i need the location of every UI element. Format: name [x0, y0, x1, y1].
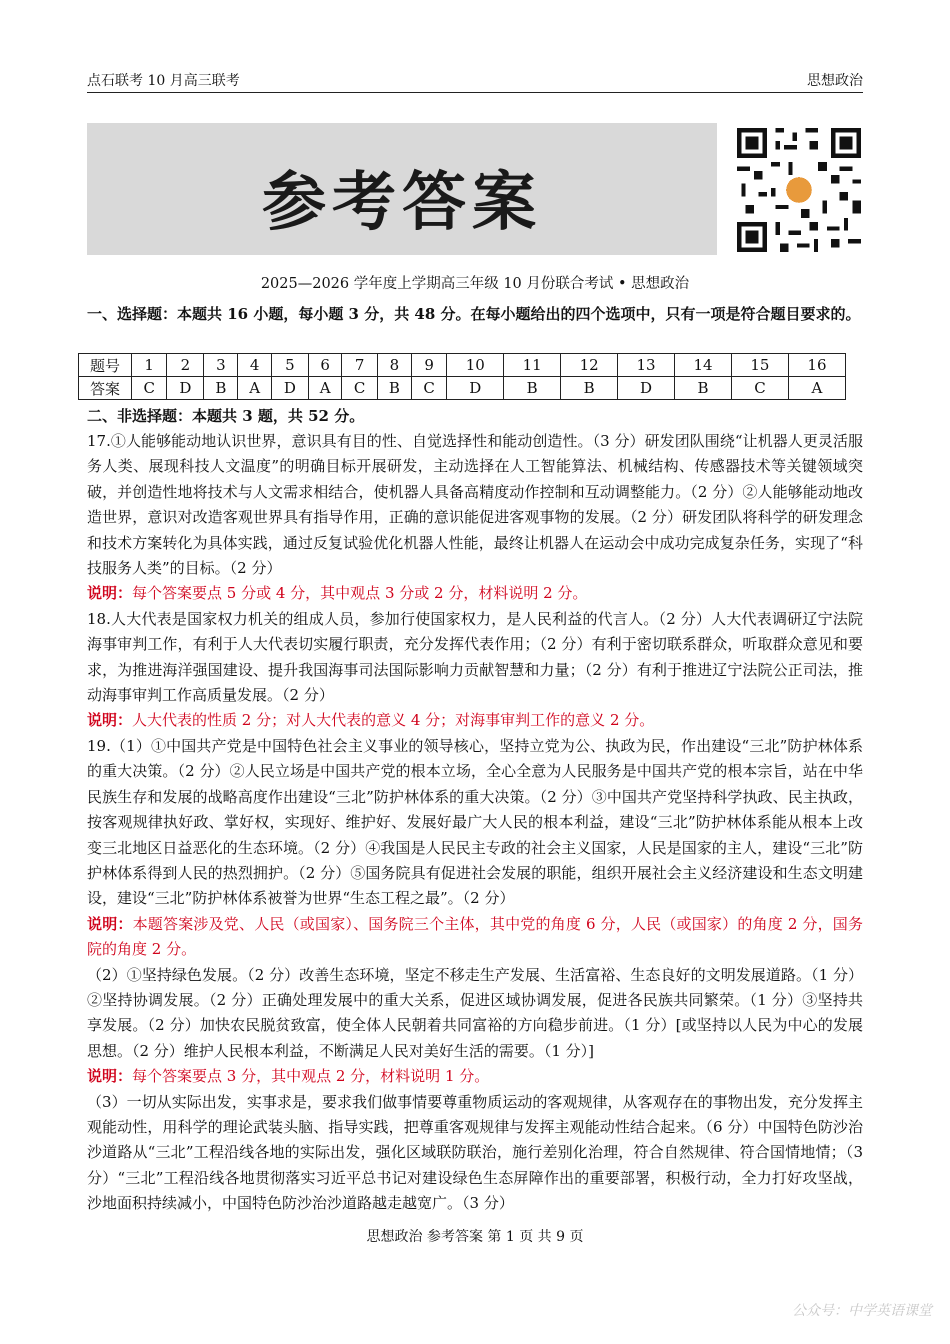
- answer-cell: D: [167, 377, 204, 400]
- q18-note: [87, 708, 863, 733]
- answer-banner: [87, 123, 717, 255]
- question-number-cell: 5: [271, 354, 308, 377]
- q17-note-text: 每个答案要点 5 分或 4 分，其中观点 3 分或 2 分，材料说明 2 分。: [132, 584, 588, 603]
- question-number-cell: 11: [504, 354, 561, 377]
- answer-table-answer-row: [79, 377, 846, 400]
- question-number-cell: 8: [377, 354, 411, 377]
- answer-cell: B: [377, 377, 411, 400]
- question-number-cell: 13: [618, 354, 675, 377]
- row-label-answer: 答案: [79, 377, 132, 400]
- answer-cell: A: [238, 377, 272, 400]
- q17-note-label: 说明：: [87, 584, 133, 603]
- q18-note-text: 人大代表的性质 2 分；对人大代表的意义 4 分；对海事审判工作的意义 2 分。: [132, 711, 655, 730]
- q18-answer: 18.人大代表是国家权力机关的组成人员，参加行使国家权力，是人民利益的代言人。（2 分）人大代表调研辽宁法院海事审判工作，有利于人大代表切实履行职责，充分发挥代表作用；（2 分）有利于密切联系群众，听取群众意见和要求，为推进海洋强国建设、提升我国海事司法国际影响力贡献智慧和力量；（2 分）有利于推进辽宁法院公正司法，推动海事审判工作高质量发展。（2 分）: [87, 609, 863, 705]
- question-number-cell: 9: [411, 354, 446, 377]
- q18-note-label: 说明：: [87, 711, 133, 730]
- answer-cell: D: [618, 377, 675, 400]
- exam-title: 2025—2026 学年度上学期高三年级 10 月份联合考试 • 思想政治: [260, 276, 690, 292]
- q19-note2-label: 说明：: [87, 1067, 133, 1086]
- page-footer: 思想政治 参考答案 第 1 页 共 9 页: [366, 1229, 584, 1245]
- q19-note1-text: 本题答案涉及党、人民（或国家）、国务院三个主体，其中党的角度 6 分，人民（或国家）的角度 2 分，国务院的角度 2 分。: [87, 914, 863, 959]
- question-number-cell: 4: [238, 354, 272, 377]
- answer-cell: B: [504, 377, 561, 400]
- answer-cell: B: [675, 377, 732, 400]
- section-one-heading: 一、选择题：本题共 16 小题，每小题 3 分，共 48 分。在每小题给出的四个选项中，只有一项是符合题目要求的。: [87, 305, 861, 323]
- answer-cell: C: [132, 377, 167, 400]
- banner-title: 参考答案: [262, 166, 542, 240]
- question-number-cell: 2: [167, 354, 204, 377]
- q17-note: [87, 581, 863, 606]
- header-left-title: 点石联考 10 月高三联考: [87, 73, 240, 89]
- question-number-cell: 3: [204, 354, 238, 377]
- answer-cell: A: [788, 377, 845, 400]
- answer-cell: A: [308, 377, 342, 400]
- answer-table: [78, 353, 846, 400]
- qr-code-icon: [737, 128, 861, 252]
- q19-note1: [87, 912, 863, 963]
- row-label-number: 题号: [79, 354, 132, 377]
- answer-cell: D: [271, 377, 308, 400]
- q19-part1: 19.（1）①中国共产党是中国特色社会主义事业的领导核心，坚持立党为公、执政为民，作出建设“三北”防护林体系的重大决策。（2 分）②人民立场是中国共产党的根本立场，全心全意为人民服务是中国共产党的根本宗旨，站在中华民族生存和发展的战略高度作出建设“三北”防护林体系的重大决策。（2 分）③中国共产党坚持科学执政、民主执政，按客观规律执好政、掌好权，实现好、维护好、发展好最广大人民的根本利益，建设“三北”防护林体系能从根本上改变三北地区日益恶化的生态环境。（2 分）④我国是人民民主专政的社会主义国家，人民是国家的主人，建设“三北”防护林体系得到人民的热烈拥护。（2 分）⑤国务院具有促进社会发展的职能，组织开展社会主义经济建设和生态文明建设，建设“三北”防护林体系被誉为世界“生态工程之最”。（2 分）: [87, 736, 863, 908]
- answer-cell: C: [411, 377, 446, 400]
- answer-cell: B: [204, 377, 238, 400]
- watermark: 公众号：中学英语课堂: [792, 1303, 932, 1319]
- page-header: [87, 70, 863, 93]
- q19-note1-label: 说明：: [87, 914, 133, 933]
- q19-part2: （2）①坚持绿色发展。（2 分）改善生态环境，坚定不移走生产发展、生活富裕、生态良好的文明发展道路。（1 分）②坚持协调发展。（2 分）正确处理发展中的重大关系，促进区域协调发展，促进各民族共同繁荣。（1 分）③坚持共享发展。（2 分）加快农民脱贫致富，使全体人民朝着共同富裕的方向稳步前进。（1 分）[或坚持以人民为中心的发展思想。（2 分）维护人民根本利益，不断满足人民对美好生活的需要。（1 分）]: [87, 965, 863, 1060]
- question-number-cell: 1: [132, 354, 167, 377]
- answer-cell: C: [342, 377, 377, 400]
- question-number-cell: 16: [788, 354, 845, 377]
- question-number-cell: 15: [731, 354, 788, 377]
- q17-answer: 17.①人能够能动地认识世界，意识具有目的性、自觉选择性和能动创造性。（3 分）研发团队围绕“让机器人更灵活服务人类、展现科技人文温度”的明确目标开展研发，主动选择在人工智能算法、机械结构、传感器技术等关键领域突破，并创造性地将技术与人文需求相结合，使机器人具备高精度动作控制和互动调整能力。（2 分）②人能够能动地改造世界，意识对改造客观世界具有指导作用，正确的意识能促进客观事物的发展。（2 分）研发团队将科学的研发理念和技术方案转化为具体实践，通过反复试验优化机器人性能，最终让机器人在运动会中成功完成复杂任务，实现了“科技服务人类”的目标。（2 分）: [87, 432, 863, 578]
- answer-cell: C: [731, 377, 788, 400]
- question-number-cell: 14: [675, 354, 732, 377]
- header-subject: 思想政治: [807, 73, 863, 89]
- answer-body: [87, 429, 863, 1217]
- question-number-cell: 6: [308, 354, 342, 377]
- question-number-cell: 12: [561, 354, 618, 377]
- q19-note2: [87, 1064, 863, 1089]
- answer-cell: D: [447, 377, 504, 400]
- section-two-heading: 二、非选择题：本题共 3 题，共 52 分。: [87, 407, 365, 425]
- question-number-cell: 10: [447, 354, 504, 377]
- answer-cell: B: [561, 377, 618, 400]
- q19-part3: （3）一切从实际出发，实事求是，要求我们做事情要尊重物质运动的客观规律，从客观存在的事物出发，充分发挥主观能动性，用科学的理论武装头脑、指导实践，把尊重客观规律与发挥主观能动性结合起来。（6 分）中国特色防沙治沙道路从“三北”工程沿线各地的实际出发，强化区域联防联治，施行差别化治理，符合自然规律、符合国情地情；（3 分）“三北”工程沿线各地贯彻落实习近平总书记对建设绿色生态屏障作出的重要部署，积极行动，全力打好攻坚战，沙地面积持续减小，中国特色防沙治沙道路越走越宽广。（3 分）: [87, 1092, 863, 1213]
- question-number-cell: 7: [342, 354, 377, 377]
- q19-note2-text: 每个答案要点 3 分，其中观点 2 分，材料说明 1 分。: [132, 1067, 490, 1086]
- answer-table-number-row: [79, 354, 846, 377]
